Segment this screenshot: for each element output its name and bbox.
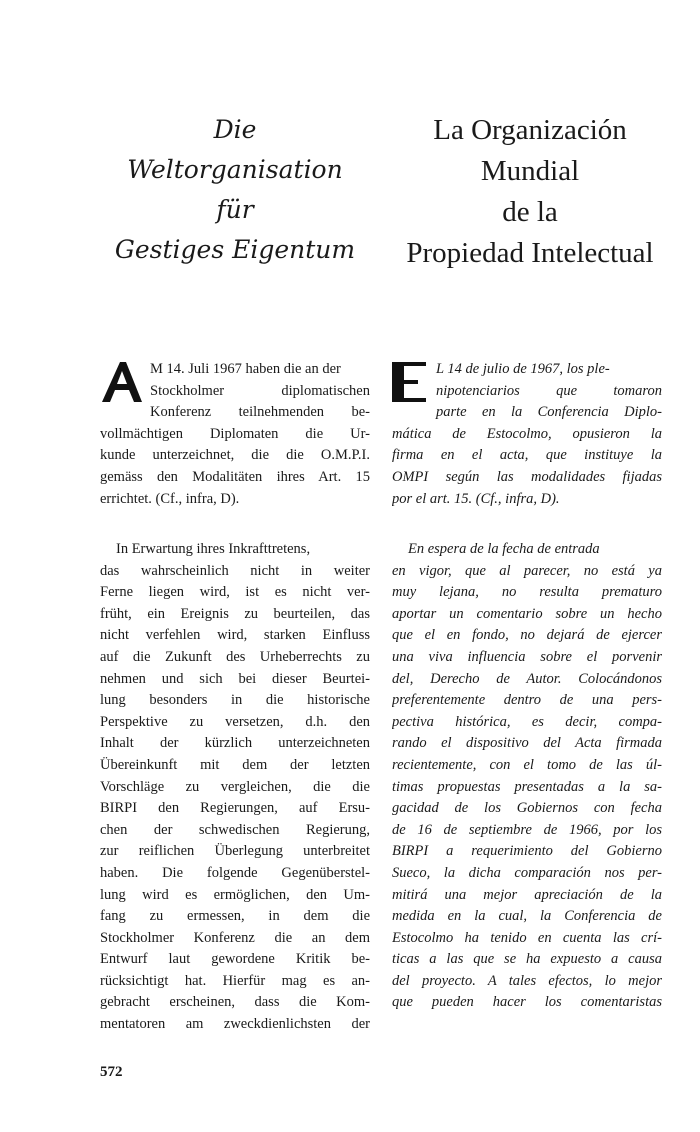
text-line: del, Derecho de Autor. Colocándonos — [392, 670, 662, 687]
text-line: BIRPI a requerimiento del Gobierno — [392, 843, 662, 860]
text-line: nipotenciarios que tomaron — [436, 382, 662, 399]
text-line: vollmächtigen Diplomaten die Ur- — [100, 425, 370, 442]
text-line: errichtet. (Cf., infra, D). — [100, 490, 240, 507]
title-spanish-line: La Organización — [433, 114, 627, 146]
text-line: fang zu ermessen, in dem die — [100, 908, 370, 925]
text-line: nicht verfehlen wird, starken Einfluss — [100, 627, 370, 644]
text-line: muy lejana, no resulta prematuro — [392, 584, 662, 601]
text-line: Übereinkunft mit dem der letzten — [100, 756, 370, 773]
text-line: zur reiflichen Überlegung unterbreitet — [100, 843, 370, 860]
text-line: parte en la Conferencia Diplo- — [436, 404, 662, 421]
text-line: que el en fondo, no dejará de ejercer — [392, 627, 662, 644]
text-line: de 16 de septiembre de 1966, por los — [392, 821, 662, 838]
text-line: Perspektive zu versetzen, d.h. den — [100, 713, 370, 730]
text-line: que pueden hacer los comentaristas — [392, 994, 662, 1011]
text-line: gacidad de los Gobiernos con fecha — [392, 800, 662, 817]
text-line: Ferne liegen wird, ist es nicht ver- — [100, 584, 370, 601]
title-german-line: Gestiges Eigentum — [114, 235, 356, 264]
title-spanish-line: Mundial — [480, 155, 580, 187]
text-line: auf die Zukunft des Urheberrechts zu — [100, 648, 370, 665]
text-line: chen der schwedischen Regierung, — [100, 821, 370, 838]
text-line: OMPI según las modalidades fijadas — [392, 468, 662, 485]
text-line: gebracht erscheinen, dass die Kom- — [100, 994, 370, 1011]
text-line: mitirá una mejor apreciación de la — [392, 886, 662, 903]
text-line: Estocolmo ha tenido en cuenta las crí- — [392, 929, 662, 946]
title-german — [100, 110, 370, 270]
text-line: firma en el acta, que instituye la — [392, 447, 662, 464]
text-line: Vorschläge zu vergleichen, die die — [100, 778, 370, 795]
title-spanish — [385, 110, 675, 274]
text-line: L 14 de julio de 1967, los ple- — [436, 361, 610, 377]
text-line: rando el dispositivo del Acta firmada — [392, 735, 662, 752]
text-line: recientemente, con el tomo de las úl- — [392, 756, 662, 773]
text-line: ticas a las que se ha expuesto a causa — [392, 951, 662, 968]
text-line: In Erwartung ihres Inkrafttretens, — [116, 541, 311, 557]
text-line: Inhalt der kürzlich unterzeichneten — [100, 735, 370, 752]
text-line: mática de Estocolmo, opusieron la — [392, 425, 662, 442]
text-line: kunde unterzeichnet, die die O.M.P.I. — [100, 447, 370, 464]
text-line: Sueco, la dicha comparación nos per- — [392, 864, 662, 881]
text-line: BIRPI den Regierungen, auf Ersu- — [100, 800, 370, 817]
text-line: Stockholmer diplomatischen — [150, 382, 370, 399]
title-spanish-line: de la — [502, 196, 558, 228]
text-line: Konferenz teilnehmenden be- — [150, 404, 370, 421]
spanish-paragraph-1 — [392, 359, 662, 510]
spanish-paragraph-2 — [392, 539, 662, 1014]
text-line: haben. Die folgende Gegenüberstel- — [100, 864, 370, 881]
text-line: rücksichtigt hat. Hierfür mag es an- — [100, 972, 370, 989]
text-line: en vigor, que al parecer, no está ya — [392, 562, 662, 579]
text-line: una viva influencia sobre el porvenir — [392, 648, 662, 665]
text-line: por el art. 15. (Cf., infra, D). — [392, 490, 560, 507]
text-line: pectiva histórica, es decir, compa- — [392, 713, 662, 730]
text-line: lung besonders in die historische — [100, 692, 370, 709]
text-line: aportar un comentario sobre un hecho — [392, 605, 662, 622]
text-line: lung wird es ermöglichen, den Um- — [100, 886, 370, 903]
text-line: nehmen und sich bei dieser Beurtei- — [100, 670, 370, 687]
title-german-line: für — [216, 195, 254, 224]
text-line: En espera de la fecha de entrada — [408, 541, 600, 557]
text-line: del proyecto. A tales efectos, lo mejor — [392, 972, 662, 989]
text-line: M 14. Juli 1967 haben die an der — [150, 361, 341, 377]
text-line: Entwurf laut gewordene Kritik be- — [100, 951, 370, 968]
text-line: das wahrscheinlich nicht in weiter — [100, 562, 370, 579]
text-line: mentatoren am zweckdienlichsten der — [100, 1016, 370, 1033]
german-paragraph-2 — [100, 539, 370, 1036]
text-line: timas propuestas presentadas a la sa- — [392, 778, 662, 795]
title-spanish-line: Propiedad Intelectual — [406, 237, 654, 269]
title-german-line: Die — [213, 115, 257, 144]
text-line: Stockholmer Konferenz die an dem — [100, 929, 370, 946]
text-line: früht, ein Ereignis zu beurteilen, das — [100, 605, 370, 622]
german-paragraph-1 — [100, 359, 370, 510]
text-line: preferentemente dentro de una pers- — [392, 692, 662, 709]
page-number: 572 — [100, 1064, 123, 1080]
text-line: gemäss den Modalitäten ihres Art. 15 — [100, 468, 370, 485]
text-line: medida en la cual, la Conferencia de — [392, 908, 662, 925]
title-german-line: Weltorganisation — [127, 155, 343, 184]
